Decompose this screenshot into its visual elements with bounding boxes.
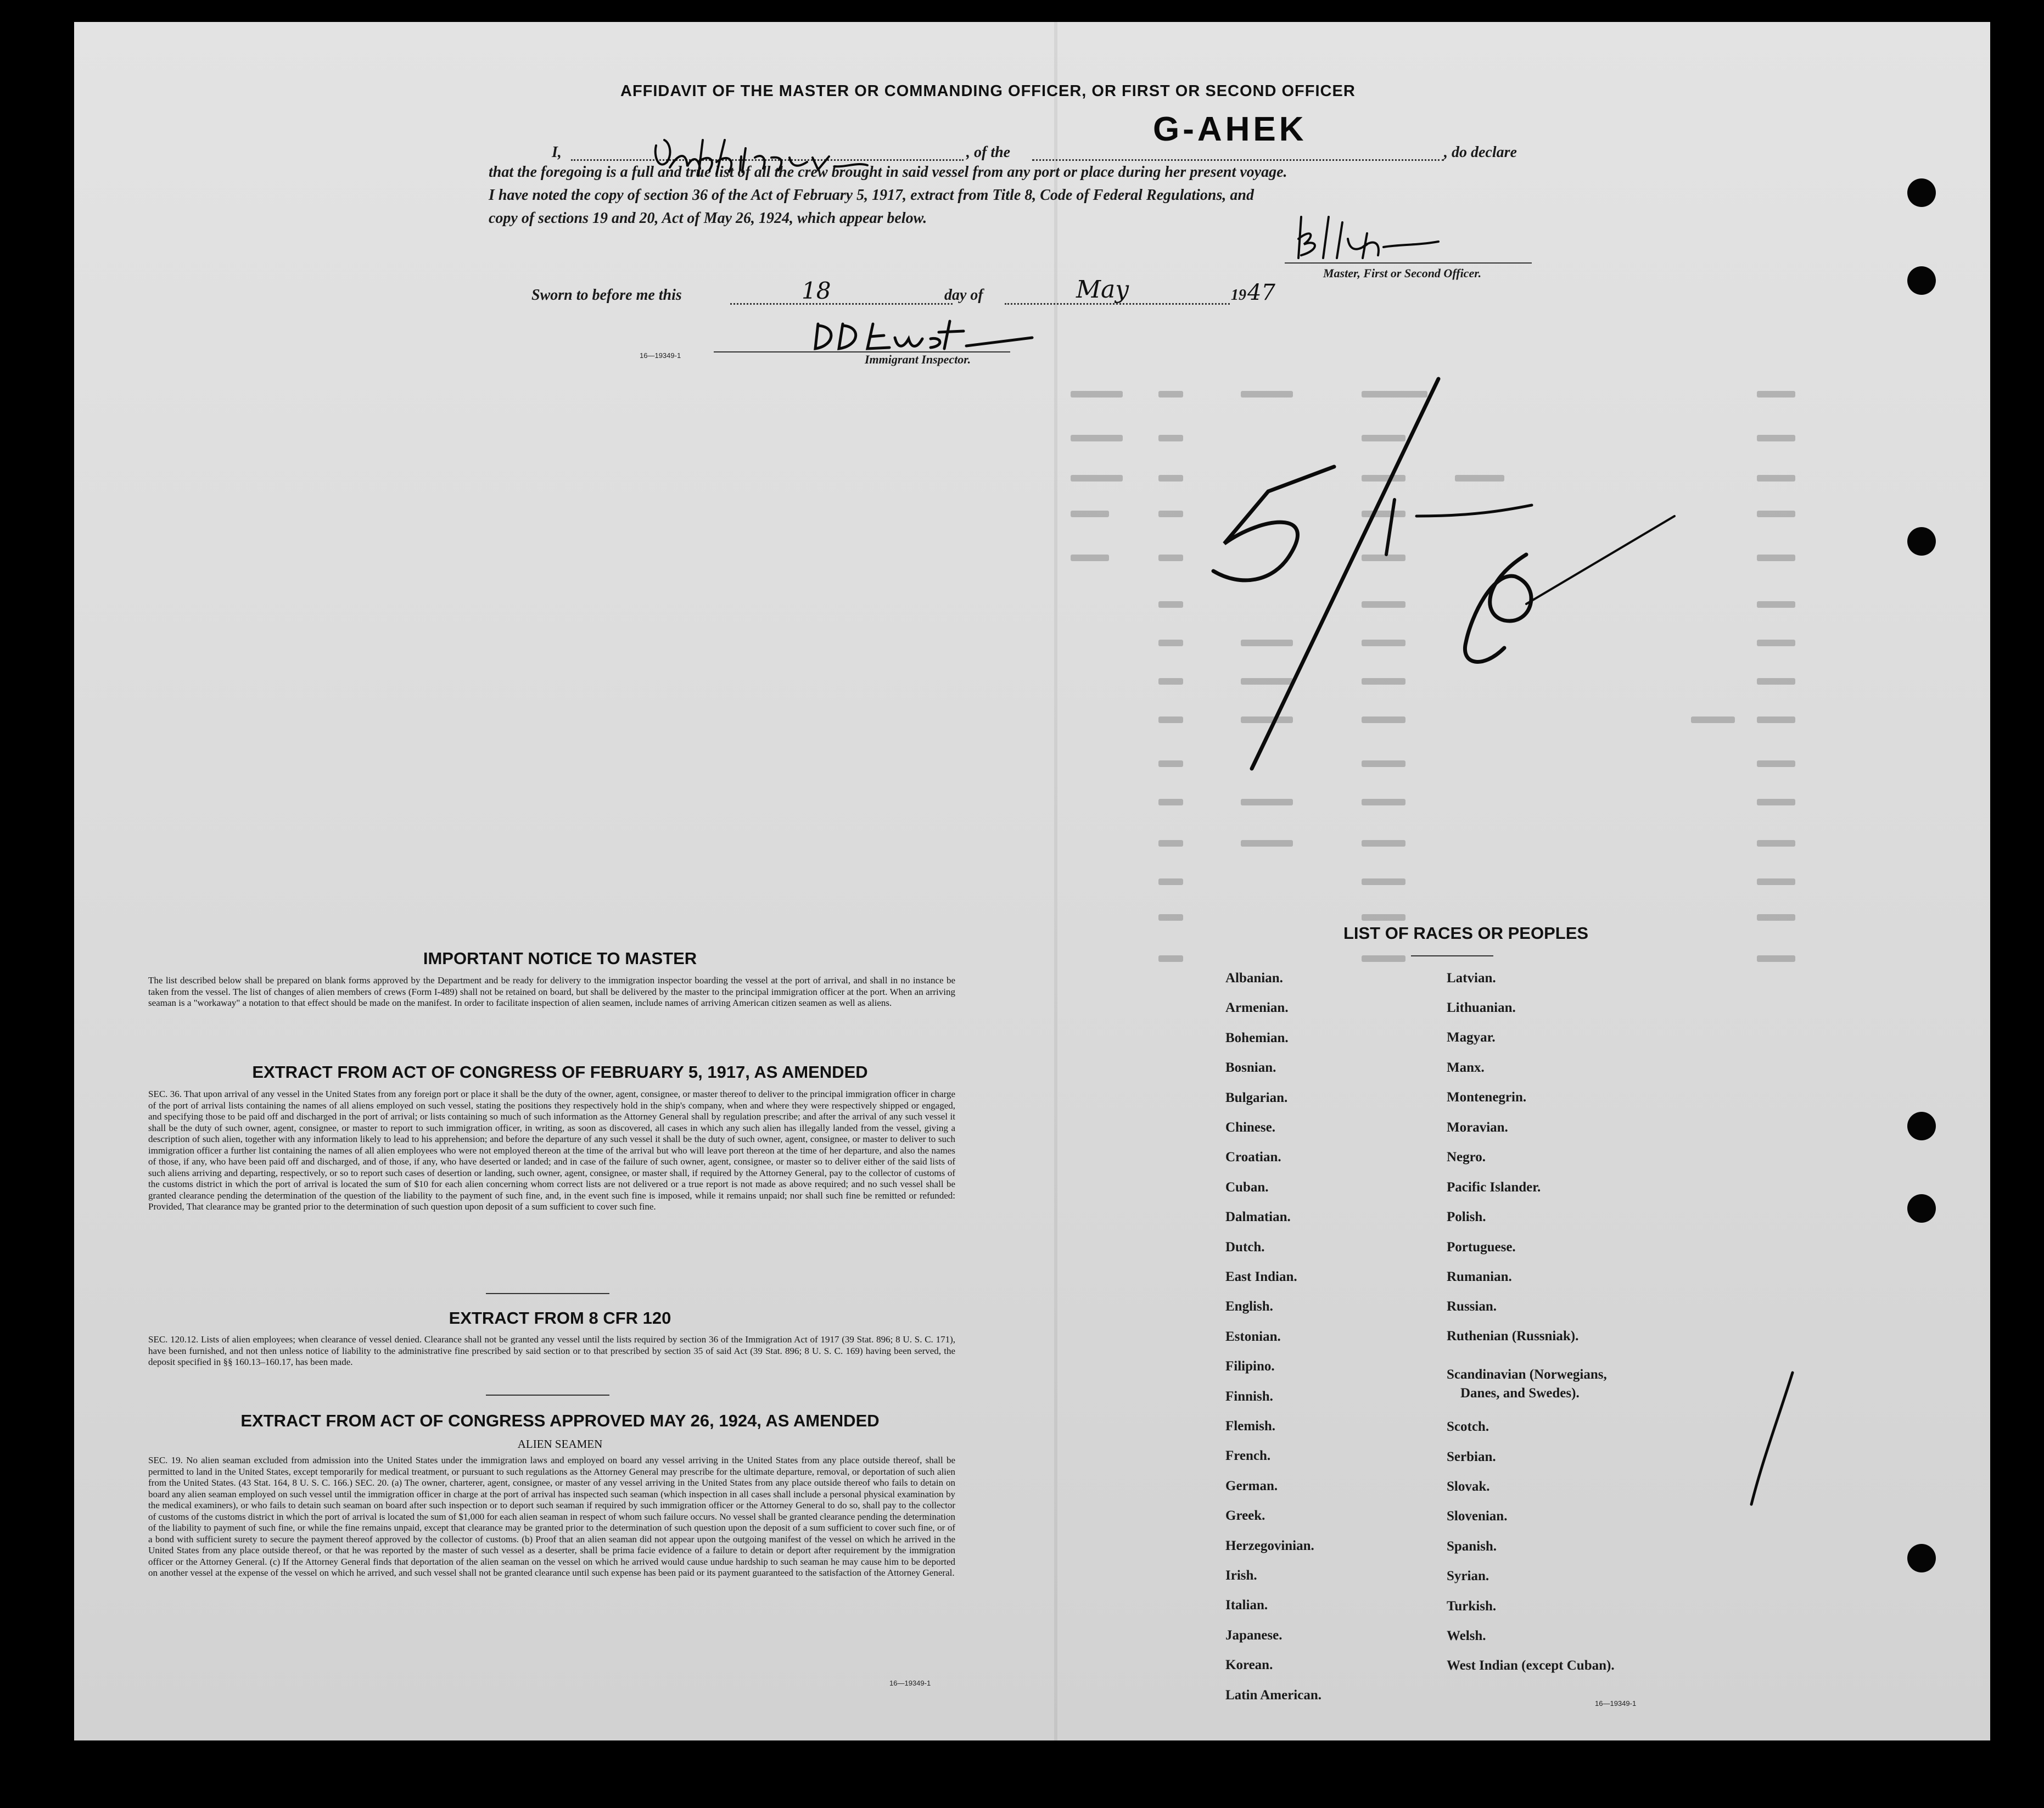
punch-hole: [1907, 1112, 1936, 1140]
race-item: Cuban.: [1225, 1179, 1269, 1195]
sworn-month: May: [1076, 276, 1129, 304]
race-item: Filipino.: [1225, 1359, 1275, 1374]
extract-cfr-title: EXTRACT FROM 8 CFR 120: [449, 1308, 671, 1328]
race-item: East Indian.: [1225, 1269, 1297, 1284]
race-item: Croatian.: [1225, 1150, 1281, 1165]
sworn-label: Sworn to before me this: [531, 287, 682, 304]
race-item: Flemish.: [1225, 1419, 1275, 1434]
punch-hole: [1907, 527, 1936, 556]
punch-hole: [1907, 178, 1936, 207]
extract-form-code: 16—19349-1: [889, 1679, 931, 1687]
race-item: Latin American.: [1225, 1687, 1321, 1703]
race-item: Slovenian.: [1447, 1509, 1508, 1524]
race-item: West Indian (except Cuban).: [1447, 1658, 1615, 1673]
race-item: Danes, and Swedes).: [1460, 1386, 1580, 1401]
race-item: Irish.: [1225, 1568, 1257, 1583]
race-item: Dutch.: [1225, 1239, 1265, 1255]
race-item: Armenian.: [1225, 1000, 1289, 1016]
fold-crease: [1054, 22, 1057, 1740]
day-of-label: day of: [944, 287, 983, 304]
races-title: LIST OF RACES OR PEOPLES: [1343, 923, 1589, 943]
race-item: Scandinavian (Norwegians,: [1447, 1367, 1607, 1382]
race-item: Herzegovinian.: [1225, 1538, 1314, 1553]
race-item: German.: [1225, 1478, 1278, 1493]
punch-hole: [1907, 266, 1936, 295]
vessel-name-line: [1032, 159, 1444, 161]
of-the-label: , of the: [966, 144, 1011, 161]
master-signature-line: [1285, 262, 1532, 264]
races-divider: [1411, 955, 1493, 956]
race-item: Finnish.: [1225, 1389, 1273, 1404]
sworn-day: 18: [802, 277, 831, 304]
extract-1917-title: EXTRACT FROM ACT OF CONGRESS OF FEBRUARY 5, 1917, AS AMENDED: [252, 1062, 868, 1082]
race-item: Serbian.: [1447, 1449, 1496, 1464]
race-item: Pacific Islander.: [1447, 1180, 1541, 1195]
race-item: Moravian.: [1447, 1120, 1508, 1135]
punch-hole: [1907, 1194, 1936, 1223]
race-item: Lithuanian.: [1447, 1000, 1516, 1015]
master-signature: [1290, 206, 1455, 272]
race-item: Estonian.: [1225, 1329, 1281, 1344]
race-item: English.: [1225, 1299, 1273, 1314]
race-item: Latvian.: [1447, 971, 1496, 986]
race-item: Rumanian.: [1447, 1269, 1512, 1284]
race-item: Welsh.: [1447, 1628, 1486, 1643]
race-item: Albanian.: [1225, 971, 1283, 986]
notice-title: IMPORTANT NOTICE TO MASTER: [423, 949, 697, 968]
race-item: Polish.: [1447, 1210, 1486, 1224]
race-item: Slovak.: [1447, 1479, 1490, 1494]
punch-hole: [1907, 1544, 1936, 1572]
race-item: Ruthenian (Russniak).: [1447, 1329, 1579, 1344]
race-item: Syrian.: [1447, 1569, 1489, 1583]
race-item: Spanish.: [1447, 1539, 1497, 1554]
race-item: Italian.: [1225, 1598, 1268, 1613]
race-item: Portuguese.: [1447, 1240, 1516, 1255]
extract-1924-title: EXTRACT FROM ACT OF CONGRESS APPROVED MAY 26, 1924, AS AMENDED: [240, 1411, 880, 1430]
race-item: Korean.: [1225, 1658, 1273, 1673]
declaration-line-3: I have noted the copy of section 36 of the Act of February 5, 1917, extract from Title 8, Code of Federal Regulations, and: [489, 187, 1254, 204]
inspector-label: Immigrant Inspector.: [865, 352, 971, 366]
affidavit-title: AFFIDAVIT OF THE MASTER OR COMMANDING OFFICER, OR FIRST OR SECOND OFFICER: [620, 82, 1356, 100]
race-item: Negro.: [1447, 1150, 1486, 1165]
notice-body: The list described below shall be prepared on blank forms approved by the Department and be ready for delivery to the immigration inspector boarding the vessel at the port of arrival, and shall in no instance be taken from the vessel. The list of changes of alien members of crews (Form I-489) shall not be retained on board, but shall be delivered by the master to the principal immigration officer at the port. When an arriving seaman is a "workaway" a notation to that effect should be made on the manifest. In order to facilitate inspection of alien seamen, include names of arriving American citizen seamen as well as aliens.: [148, 975, 955, 1008]
declaration-line-4: copy of sections 19 and 20, Act of May 26, 1924, which appear below.: [489, 210, 927, 227]
section-divider: [486, 1293, 609, 1294]
extract-1917-body: SEC. 36. That upon arrival of any vessel in the United States from any foreign port or place it shall be the duty of the owner, agent, consignee, or master thereof to deliver to the principal immigration officer in charge of the port of arrival lists containing the names of all aliens employed on such vessel, stating the positions they respectively hold in the ship's company, when and where they were respectively shipped or engaged, and specifying those to be paid off and discharged in the port of arrival; or lists containing so much of such information as the Attorney General shall by regulation prescribe; and after the arrival of any such vessel it shall be the duty of such owner, agent, consignee, or master to report to such immigration officer, in writing, as soon as discovered, all cases in which any such alien has illegally landed from the vessel, giving a description of such alien, together with any information likely to lead to his apprehension; and before the departure of any such vessel it shall be the duty of such owner, agent, consignee, or master to deliver to such immigration officer a further list containing the names of all alien employees who were not employed thereon at the time of the arrival but who will leave port thereon at the time of her departure, and also the names of those, if any, who have been paid off and discharged, and of those, if any, who have deserted or landed; and in case of the failure of such owner, agent, consignee, or master so to deliver either of the said lists of such aliens arriving and departing, respectively, or so to report such cases of desertion or landing, such owner, agent, consignee, or master shall, if required by the Attorney General, pay to the collector of customs of the customs district in which the port of arrival is located the sum of $10 for each alien concerning whom correct lists are not delivered or a true report is not made as above required; and no such vessel shall be granted clearance pending the determination of the question of the liability to the payment of such fine, and, in the event such fine is imposed, while it remains unpaid; nor shall such fine be remitted or refunded: Provided, That clearance may be granted prior to the determination of such question upon deposit of a sum sufficient to cover such fine.: [148, 1089, 955, 1212]
vessel-name: G-AHEK: [1153, 110, 1307, 148]
i-label: I,: [552, 144, 562, 161]
master-label: Master, First or Second Officer.: [1323, 266, 1482, 280]
extract-1924-subtitle: ALIEN SEAMEN: [517, 1437, 603, 1451]
captain-handwriting: [648, 124, 922, 184]
declaration-line-2: that the foregoing is a full and true list of all the crew brought in said vessel from any port or place during her present voyage.: [489, 164, 1287, 181]
race-item: Scotch.: [1447, 1419, 1489, 1434]
extract-1924-body: SEC. 19. No alien seaman excluded from admission into the United States under the immigration laws and employed on board any vessel arriving in the United States from any place outside thereof, shall be permitted to land in the United States, except temporarily for medical treatment, or pursuant to such regulations as the Attorney General may prescribe for the ultimate departure, removal, or deportation of such alien from the United States. (43 Stat. 164, 8 U. S. C. 166.) SEC. 20. (a) The owner, charterer, agent, consignee, or master of any vessel arriving in the United States from any place outside thereof who fails to detain on board any alien seaman employed on such vessel until the immigration officer in charge at the port of arrival has inspected such seaman (which inspection in all cases shall include a personal physical examination by the medical examiners), or who fails to detain such seaman on board after such inspection or to deport such seaman if required by such immigration officer or the Attorney General to do so, shall pay to the collector of customs of the customs district in which the port of arrival is located the sum of $1,000 for each alien seaman in respect of whom such failure occurs. No vessel shall be granted clearance pending the determination of the liability to payment of such fine, or while the fine remains unpaid, except that clearance may be granted prior to the determination of such question upon the deposit of a sum sufficient to cover such fine, or of a bond with sufficient surety to secure the payment thereof approved by the collector of customs. (b) Proof that an alien seaman did not appear upon the outgoing manifest of the vessel on which he arrived in the United States from any place outside thereof, or that he was reported by the master of such vessel as a deserter, shall be prima facie evidence of a failure to detain or deport after requirement by the immigration officer or the Attorney General. (c) If the Attorney General finds that deportation of the alien seaman on the vessel on which he arrived would cause undue hardship to such seaman he may cause him to be deported on another vessel at the expense of the vessel on which he arrived, and such vessel shall not be granted clearance until such expense has been paid or its payment guaranteed to the satisfaction of the Attorney General.: [148, 1455, 955, 1578]
race-item: Chinese.: [1225, 1120, 1275, 1135]
race-item: Dalmatian.: [1225, 1210, 1291, 1225]
sworn-year: 47: [1247, 280, 1275, 305]
races-form-code: 16—19349-1: [1595, 1699, 1637, 1708]
do-declare-label: , do declare: [1444, 144, 1517, 161]
sworn-day-line: [730, 303, 953, 305]
year-prefix: 19: [1231, 287, 1246, 304]
race-item: French.: [1225, 1448, 1271, 1464]
margin-pen-stroke: [1746, 1367, 1801, 1510]
race-item: Bohemian.: [1225, 1030, 1289, 1045]
race-item: Turkish.: [1447, 1599, 1497, 1614]
race-item: Japanese.: [1225, 1627, 1283, 1643]
race-item: Magyar.: [1447, 1030, 1496, 1045]
race-item: Manx.: [1447, 1060, 1485, 1075]
affidavit-form-code: 16—19349-1: [640, 351, 681, 360]
handwritten-count-mark: [1197, 373, 1691, 824]
extract-cfr-body: SEC. 120.12. Lists of alien employees; when clearance of vessel denied. Clearance shall not be granted any vessel until the lists required by section 36 of the Immigration Act of 1917 (39 Stat. 896; 8 U. S. C. 171), have been furnished, and not then unless notice of liability to the administrative fine prescribed by said section or to that prescribed by section 35 of said Act (39 Stat. 896; 8 U. S. C. 169) having been served, the deposit specified in §§ 160.13–160.17, has been made.: [148, 1334, 955, 1367]
race-item: Bulgarian.: [1225, 1090, 1288, 1105]
section-divider: [486, 1395, 609, 1396]
race-item: Greek.: [1225, 1508, 1265, 1524]
race-item: Montenegrin.: [1447, 1090, 1527, 1105]
race-item: Russian.: [1447, 1299, 1497, 1314]
race-item: Bosnian.: [1225, 1060, 1276, 1076]
